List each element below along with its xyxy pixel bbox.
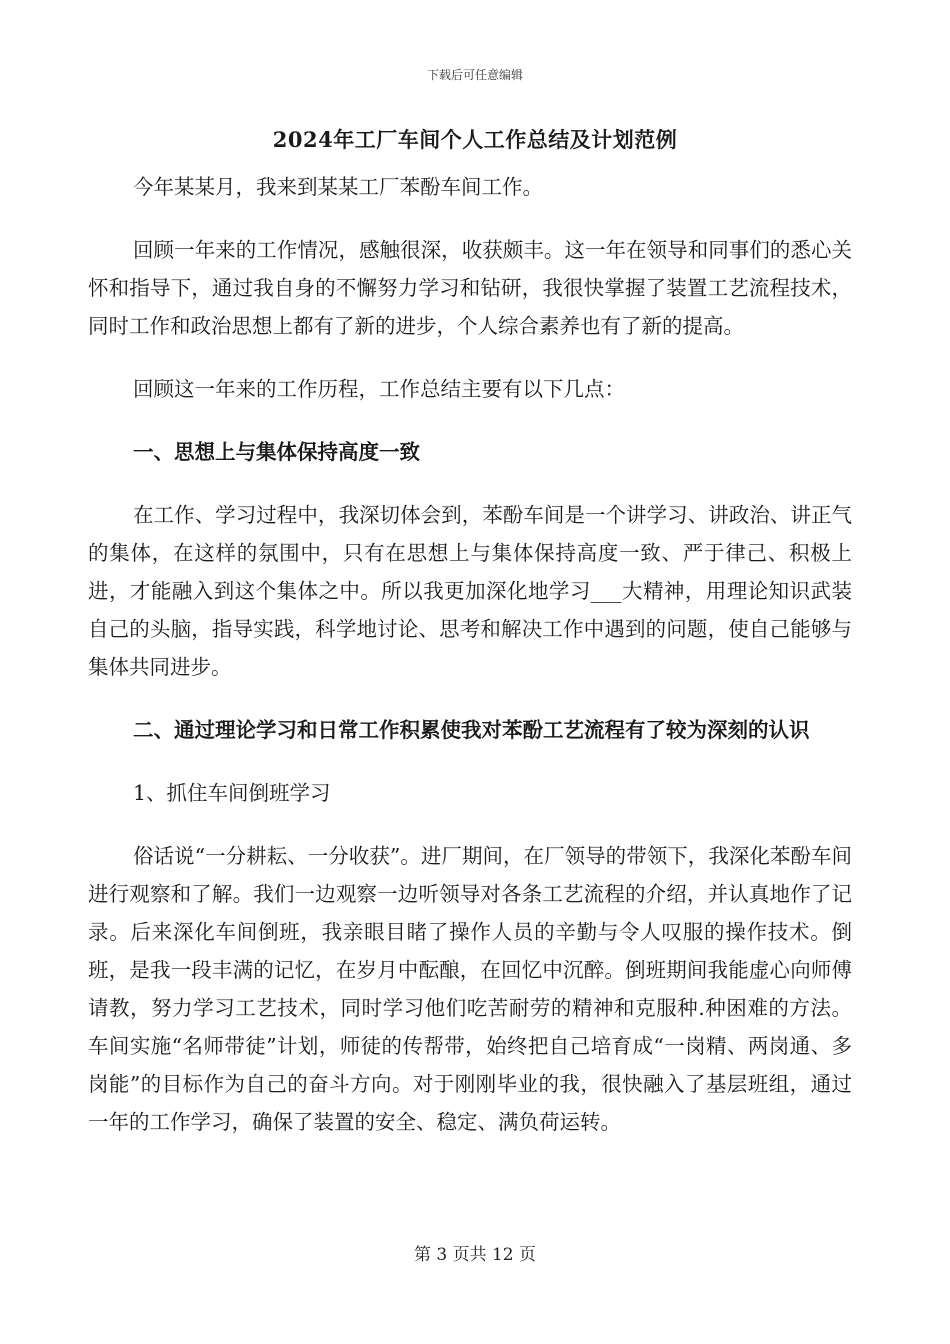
paragraph-intro: 今年某某月，我来到某某工厂苯酚车间工作。 [133,175,543,199]
section-heading-2: 二、通过理论学习和日常工作积累使我对苯酚工艺流程有了较为深刻的认识 [133,718,810,742]
paragraph-review: 回顾一年来的工作情况，感触很深，收获颇丰。这一年在领导和同事们的悉心关怀和指导下，通过我自身的不懈努力学习和钻研，我很快掌握了装置工艺流程技术，同时工作和政治思想上都有了新的进步，个人综合素养也有了新的提高。 [88,238,852,338]
paragraph-summary-lead: 回顾这一年来的工作历程，工作总结主要有以下几点： [133,377,625,401]
document-title: 2024年工厂车间个人工作总结及计划范例 [272,127,678,152]
subsection-heading-1: 1、抓住车间倒班学习 [133,781,331,805]
header-note: 下载后可任意编辑 [426,68,523,82]
paragraph-section-1: 在工作、学习过程中，我深切体会到，苯酚车间是一个讲学习、讲政治、讲正气的集体，在这样的氛围中，只有在思想上与集体保持高度一致、严于律己、积极上进，才能融入到这个集体之中。所以我更加深化地学习___大精神，用理论知识武装自己的头脑，指导实践，科学地讨论、思考和解决工作中遇到的问题，使自己能够与集体共同进步。 [88,503,852,679]
page-footer: 第 3 页共 12 页 [413,1245,537,1265]
document-body [88,168,852,1141]
paragraph-subsection-1: 俗话说“一分耕耘、一分收获”。进厂期间，在厂领导的带领下，我深化苯酚车间进行观察和了解。我们一边观察一边听领导对各条工艺流程的介绍，并认真地作了记录。后来深化车间倒班，我亲眼目睹了操作人员的辛勤与令人叹服的操作技术。倒班，是我一段丰满的记忆，在岁月中酝酿，在回忆中沉醉。倒班期间我能虚心向师傅请教，努力学习工艺技术，同时学习他们吃苦耐劳的精神和克服种.种困难的方法。车间实施“名师带徒”计划，师徒的传帮带，始终把自己培育成“一岗精、两岗通、多岗能”的目标作为自己的奋斗方向。对于刚刚毕业的我，很快融入了基层班组，通过一年的工作学习，确保了装置的安全、稳定、满负荷运转。 [88,844,852,1134]
section-heading-1: 一、思想上与集体保持高度一致 [133,440,420,464]
